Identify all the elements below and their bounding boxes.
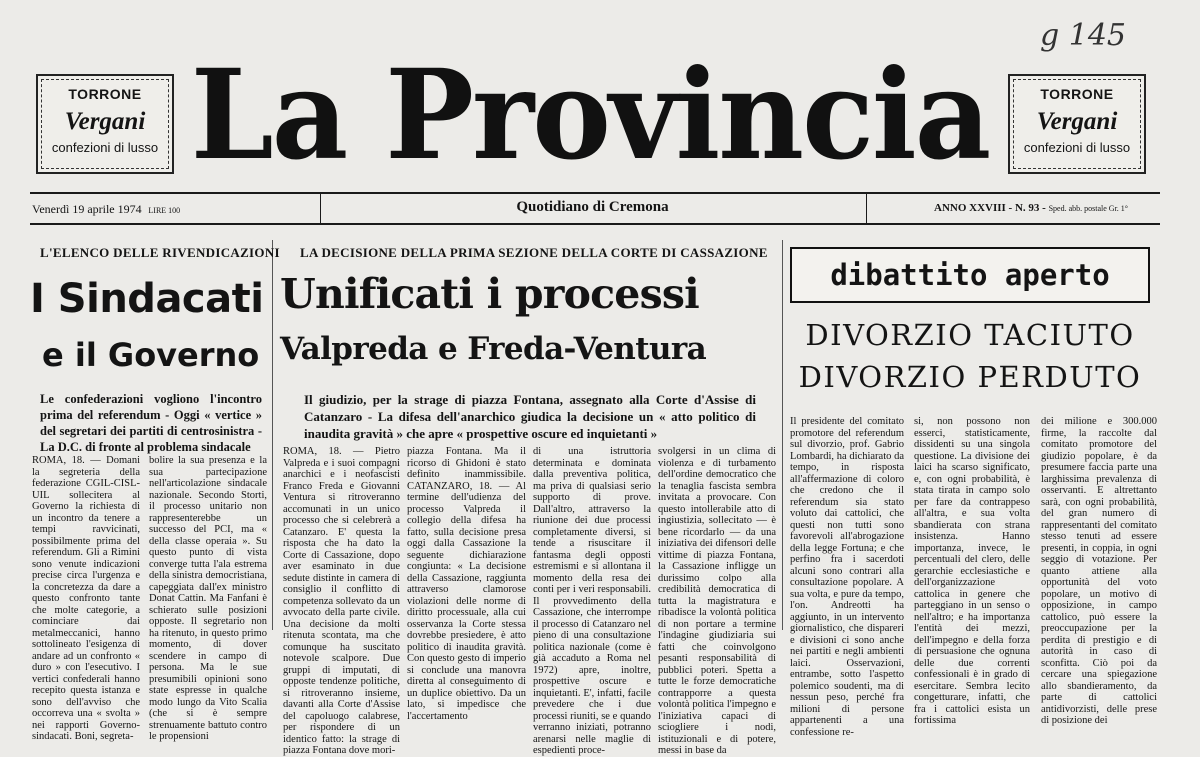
issue-date: Venerdì 19 aprile 1974 xyxy=(32,202,142,216)
right-body-col2: si, non possono non esserci, statisticamente, dissidenti su una singola questione. La divisione dei laici ha scarso significato, e, con ogni probabilità, è stata tirata in campo solo per fare da contrappeso all'altra, e sua volta sbandierata con strana insistenza. Hanno importanza, invece, le percentuali del clero, delle gerarchie ecclesiastiche e dell'organizzazione cattolica in genere che parteggiano in un senso o nell'altro; e ha importanza l'entità dei mezzi, dell'impegno e della forza di persuasione che ognuna delle due correnti confessionali è in grado di esercitare. Sembra lecito congetturare, infatti, che fra i cattolici esista un fortissima xyxy=(914,416,1030,726)
center-headline-line2: Valpreda e Freda-Ventura xyxy=(280,331,707,367)
dateline-rule-bottom xyxy=(30,223,1160,225)
dateline-rule-top xyxy=(30,192,1160,194)
dateline-date-row xyxy=(32,202,180,217)
dibattito-aperto-box: dibattito aperto xyxy=(790,247,1150,303)
masthead-title: La Provincia xyxy=(190,41,990,188)
right-headline-line1: DIVORZIO TACIUTO xyxy=(805,318,1135,352)
newspaper-tagline: Quotidiano di Cremona xyxy=(516,199,669,215)
column-separator xyxy=(272,240,273,630)
center-body-col4: svolgersi in un clima di violenza e di turbamento dell'ordine democratico che la tenaglia fascista sembra invitata a provocare. Con questo intollerabile atto di ingiustizia, sollecitato — è bene ricordarlo — da una iniziativa dei difensori delle vittime di piazza Fontana, la Cassazione infligge un durissimo colpo alla credibilità democratica di tutta la magistratura e ribadisce la volontà politica di non portare a termine l'indagine giudiziaria sui fatti che coinvolgono pesanti responsabilità di pubblici poteri. Spetta a tutte le forze democratiche contrapporre a questa volontà politica l'impegno e l'iniziativa capaci di sciogliere i nodi, istituzionali e di potere, messi in base da xyxy=(658,446,776,756)
center-body-col3: di una istruttoria determinata e dominata dalla preventiva politica, ma priva di qualsiasi serio supporto di prove. Dall'altro, attraverso la riunione dei due processi completamente diversi, si tende a risuscitare il fantasma degli opposti estremismi e si allontana il momento della resa dei conti per i veri responsabili. Il provvedimento della Cassazione, che interrompe il processo di Catanzaro nel pieno di una consultazione politica nazionale (come è già accaduto a Roma nel 1972) apre, inoltre, prospettive oscure e inquietanti. E', infatti, facile prevedere che i due processi riuniti, se e quando verranno iniziati, potranno arenarsi nelle maglie di espedienti proce- xyxy=(533,446,651,756)
left-headline-line2: e il Governo xyxy=(42,336,260,374)
dateline-divider-right xyxy=(866,194,867,223)
postal-note: Sped. abb. postale Gr. 1° xyxy=(1048,204,1129,213)
ad-left-line1: TORRONE xyxy=(68,86,142,102)
left-body-col1: ROMA, 18. — Domani la segreteria della federazione CGIL-CISL-UIL sollecitera al Governo la richiesta di un incontro da tenere a tempi ravvicinati, possibilmente prima del referendum. Gli a Rimini sono venute indicazioni precise circa l'urgenza e la concretezza da dare a questo confronto tante che molte categorie, a cominciare dai metalmeccanici, hanno sottolineato l'esigenza di andare ad un confronto « duro » con l'esecutivo. I vertici confederali hanno recepito questa istanza e sono dell'avviso che occorreva una « svolta » nei rapporti Governo- sindacati. Boni, segreta- xyxy=(32,455,140,742)
handwritten-note: g 145 xyxy=(1040,18,1127,53)
right-body-col1: Il presidente del comitato promotore del referendum sul divorzio, prof. Gabrio Lombardi, ha dichiarato da tempo, in risposta all'affermazione di coloro che credono che il referendum sia stato voluto dai cattolici, che questi non tutti sono favorevoli all'abrogazione della legge Fortuna; e che perfino fra i sacerdoti alcuni sono contrari alla consultazione popolare. A sua volta, e pure da tempo, l'on. Andreotti ha aggiunto, in un intervento giornalistico, che dispareri e divisioni ci sono anche nei partiti e negli ambienti laici. Osservazioni, entrambe, sotto l'aspetto polemico soudenti, ma di nessun peso, perché fra milioni di persone appartenenti a una confessione re- xyxy=(790,416,904,738)
left-headline-line1: I Sindacati xyxy=(30,276,264,322)
ad-right-brand: Vergani xyxy=(1036,108,1118,135)
left-kicker: L'ELENCO DELLE RIVENDICAZIONI xyxy=(40,245,280,260)
left-body-col2: bolire la sua presenza e la sua partecipazione nell'articolazione sindacale nazionale. Secondo Storti, il processo unitario non rappresenterebbe un successo del PCI, ma « della classe operaia ». Su questo punto di vista converge tutta l'ala estrema della sinistra democristiana, capeggiata dall'ex ministro Donat Cattin. Ma Fanfani è schierato sulle posizioni opposte. Il segretario non ha ritenuto, in questo primo momento, di dover scendere in campo di persona. Ma le sue presumibili opinioni sono state espresse in qualche modo lungo da Vito Scalia (che si è sempre strenuamente battuto contro le propensioni xyxy=(149,455,267,742)
ad-right-line3: confezioni di lusso xyxy=(1023,140,1131,155)
dateline-edition-row xyxy=(934,202,1128,214)
left-summary: Le confederazioni vogliono l'incontro prima del referendum - Oggi « vertice » del segretari dei partiti di centrosinistra - La D.C. di fronte al problema sindacale xyxy=(40,392,262,454)
center-kicker: LA DECISIONE DELLA PRIMA SEZIONE DELLA CORTE DI CASSAZIONE xyxy=(300,245,768,260)
right-headline-line2: DIVORZIO PERDUTO xyxy=(798,360,1142,394)
column-separator xyxy=(782,240,783,630)
issue-edition: ANNO XXVIII - N. 93 - xyxy=(934,202,1046,214)
center-body-col2: piazza Fontana. Ma il ricorso di Ghidoni è stato definito inammissibile. CATANZARO, 18. — Al termine dell'udienza del processo Valpreda il collegio della difesa ha fatto, sulla decisione presa oggi dalla Cassazione la seguente dichiarazione congiunta: « La decisione della Cassazione, raggiunta attraverso clamorose violazioni delle norme di diritto processuale, alla cui osservanza la Corte stessa dovrebbe presiedere, è atto politico di inaudita gravità. Con questo gesto di imperio si conclude una manovra diretta al conseguimento di un duplice obiettivo. Da un lato, si impedisce che l'accertamento xyxy=(407,446,526,722)
center-body-col1: ROMA, 18. — Pietro Valpreda e i suoi compagni anarchici e i neofascisti Franco Freda e Giovanni Ventura si ritroveranno accomunati in un unico processo che si celebrerà a Catanzaro. E' questa la risposta che ha dato la Corte di Cassazione, dopo aver esaminato in due sedute distinte in camera di consiglio il conflitto di competenza sollevato da un avvocato della parte civile. Una decisione da molti ritenuta scontata, ma che comunque ha suscitato notevole scalpore. Due gruppi di imputati, di opposte tendenze politiche, si ritroveranno insieme, davanti alla Corte d'Assise del capoluogo calabrese, per rispondere di un identico fatto: la strage di piazza Fontana dove mori- xyxy=(283,446,400,756)
ad-left-line3: confezioni di lusso xyxy=(51,140,159,155)
right-body-col3: dei milione e 300.000 firme, la raccolte dal comitato promotore del giudizio popolare, è da presumere faccia parte una larghissima prevalenza di osservanti. E altrettanto sarà, con ogni probabilità, del gran numero di rappresentanti del comitato stesso tenuti ad essere presenti, in coppia, in ogni seggio di votazione. Per quanto attiene alla opportunità del voto popolare, un motivo di opposizione, in campo cattolico, può essere la preoccupazione per la perdita di prestigio e di autorità in caso di sconfitta. Ciò poi da cercare una spiegazione allo sbandieramento, da parte di cattolici antidivorzisti, delle prese di posizione dei xyxy=(1041,416,1157,726)
center-summary: Il giudizio, per la strage di piazza Fontana, assegnato alla Corte d'Assise di Catanzaro - La difesa dell'anarchico giudica la decisione un « atto politico di inaudita gravità » che apre « prospettive oscure ed inquietanti » xyxy=(304,392,756,441)
ad-right-line1: TORRONE xyxy=(1040,86,1114,102)
ad-torrone-right xyxy=(1008,74,1146,174)
center-headline-line1: Unificati i processi xyxy=(280,270,699,318)
issue-price: LIRE 100 xyxy=(148,206,181,215)
ad-torrone-left xyxy=(36,74,174,174)
ad-left-brand: Vergani xyxy=(64,108,146,135)
